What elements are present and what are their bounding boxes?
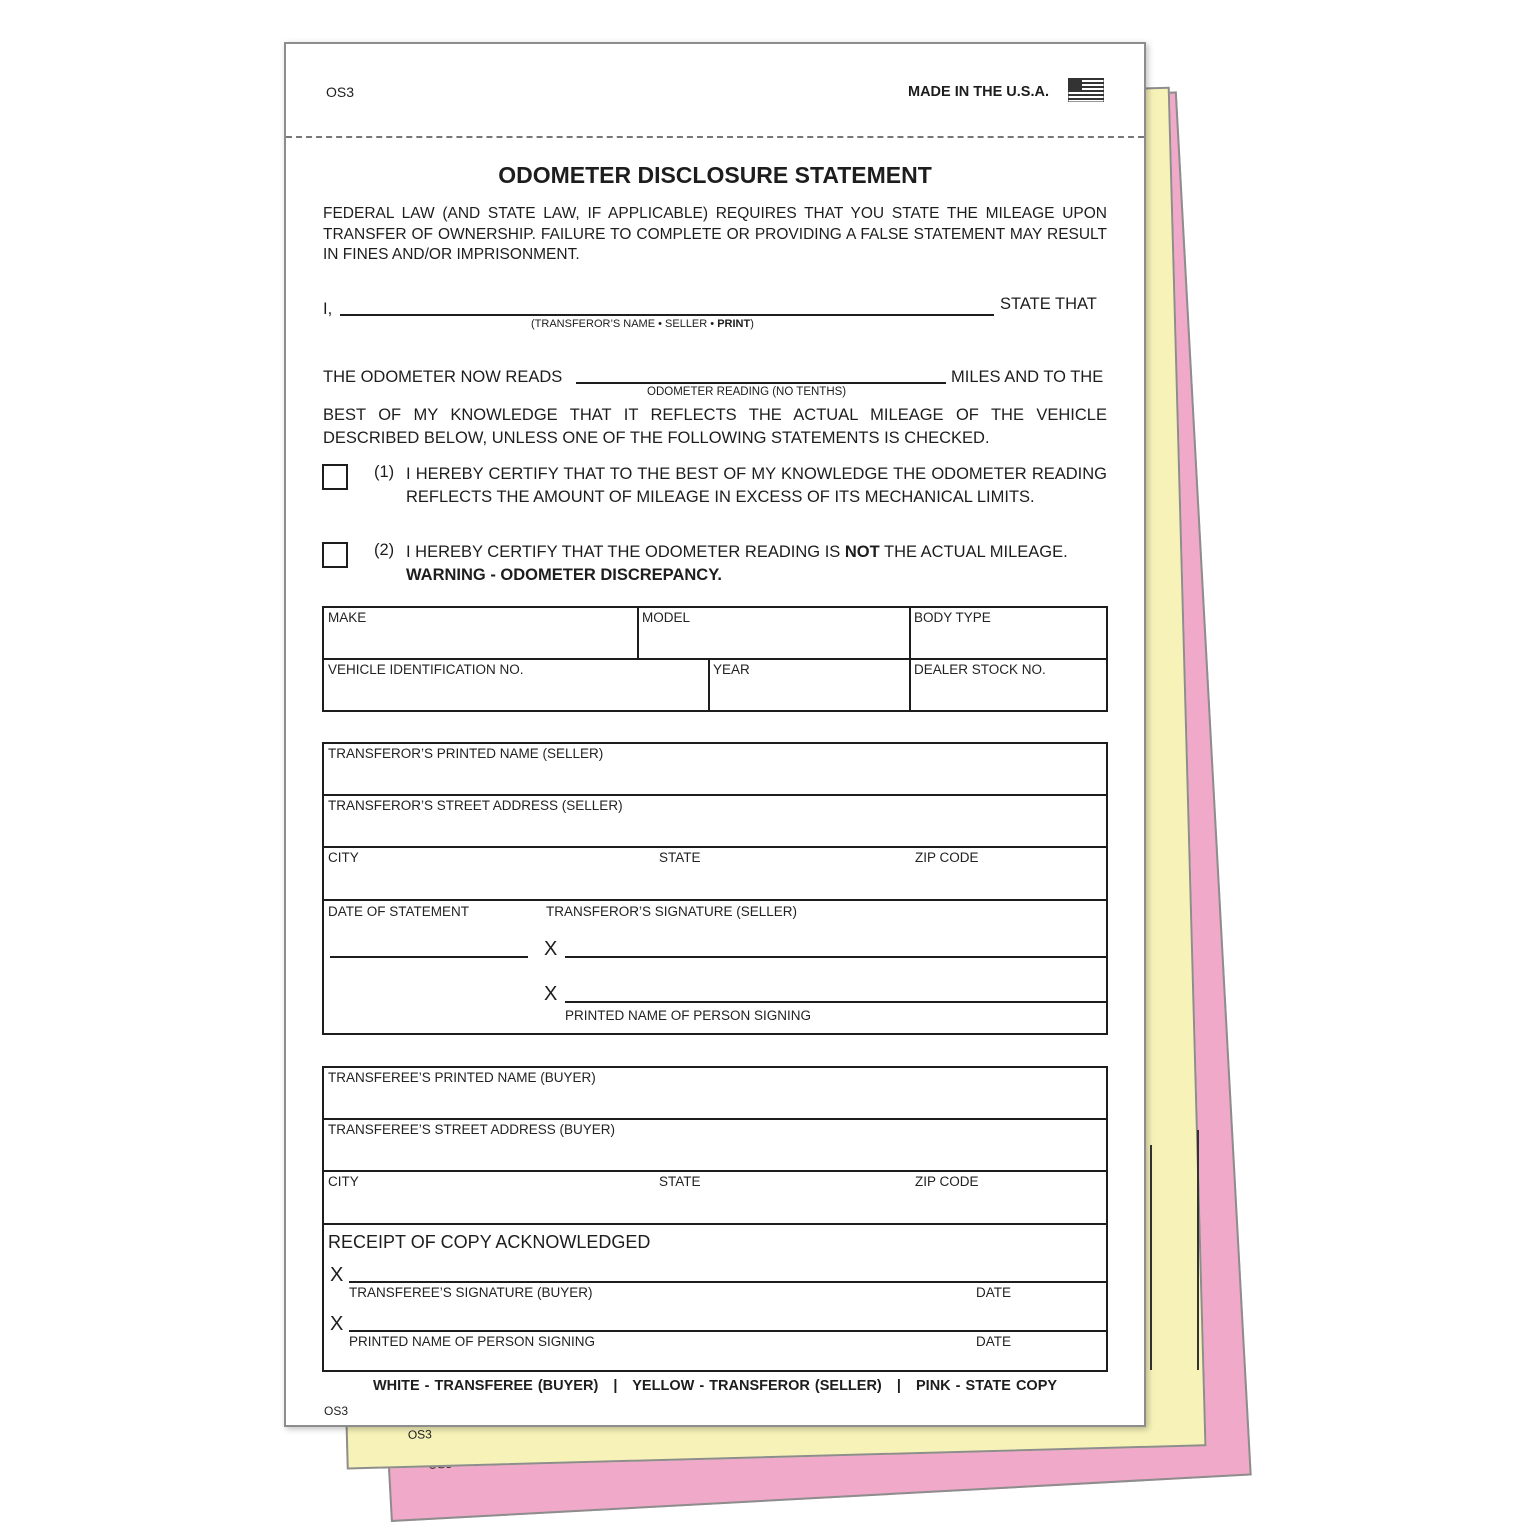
date-of-statement-line[interactable] [330,956,528,958]
buyer-printed-name-label: PRINTED NAME OF PERSON SIGNING [349,1334,596,1349]
perforation-line [286,136,1144,138]
buyer-name-label: TRANSFEREE’S PRINTED NAME (BUYER) [328,1070,596,1085]
row-divider [322,658,1108,660]
buyer-signature-line[interactable] [349,1281,1108,1283]
vin-label: VEHICLE IDENTIFICATION NO. [328,662,524,677]
knowledge-paragraph: BEST OF MY KNOWLEDGE THAT IT REFLECTS THE ACTUAL MILEAGE OF THE VEHICLE DESCRIBED BELOW, UNLESS ONE OF THE FOLLOWING STATEMENTS IS CHECKED. [323,406,1107,447]
buyer-table [322,1066,1108,1372]
check-2-number: (2) [374,541,395,559]
seller-city-label: CITY [328,850,359,865]
check-2-text: I HEREBY CERTIFY THAT THE ODOMETER READING IS NOT THE ACTUAL MILEAGE. WARNING - ODOMETER DISCREPANCY. [406,543,1068,584]
state-that: STATE THAT [1000,295,1097,313]
footer-form-code: OS3 [324,1404,349,1418]
receipt-acknowledged: RECEIPT OF COPY ACKNOWLEDGED [328,1232,651,1252]
seller-signature-label: TRANSFEROR’S SIGNATURE (SELLER) [546,904,798,919]
row-divider [322,1170,1108,1172]
intro-paragraph: FEDERAL LAW (AND STATE LAW, IF APPLICABLE) REQUIRES THAT YOU STATE THE MILEAGE UPON TRANSFER OF OWNERSHIP. FAILURE TO COMPLETE OR PROVIDING A FALSE STATEMENT MAY RESULT IN FINES AND/OR IMPRISONMENT. [323,205,1107,263]
check-1-text: I HEREBY CERTIFY THAT TO THE BEST OF MY KNOWLEDGE THE ODOMETER READING REFLECTS THE AMOUNT OF MILEAGE IN EXCESS OF ITS MECHANICAL LIMITS. [406,465,1107,506]
seller-signature-line[interactable] [565,956,1108,958]
seller-printed-name-line[interactable] [565,1001,1108,1003]
checkbox-mechanical-limits[interactable] [322,464,348,490]
model-label: MODEL [642,610,691,625]
odometer-prefix: THE ODOMETER NOW READS [323,368,563,386]
buyer-signature-date-label: DATE [976,1285,1012,1300]
seller-state-label: STATE [659,850,701,865]
ghost-edge [1197,1130,1199,1370]
distribution-yellow: YELLOW - TRANSFEROR (SELLER) [632,1378,882,1394]
checkbox-not-actual-mileage[interactable] [322,542,348,568]
white-original-sheet [284,42,1146,1427]
make-label: MAKE [328,610,367,625]
buyer-signature-x: X [330,1264,344,1286]
dealer-stock-label: DEALER STOCK NO. [914,662,1046,677]
seller-zip-label: ZIP CODE [915,850,979,865]
buyer-printed-name-line[interactable] [349,1330,1108,1332]
buyer-address-label: TRANSFEREE’S STREET ADDRESS (BUYER) [328,1122,616,1137]
copy-distribution: WHITE - TRANSFEREE (BUYER) | YELLOW - TRANSFEROR (SELLER) | PINK - STATE COPY [372,1378,1058,1394]
yellow-form-code: OS3 [407,1427,433,1442]
check-1-number: (1) [374,463,395,481]
col-divider [708,658,710,712]
distribution-white: WHITE - TRANSFEREE (BUYER) [372,1378,599,1394]
us-flag-icon [1068,78,1104,102]
buyer-signature-label: TRANSFEREE’S SIGNATURE (BUYER) [349,1285,593,1300]
row-divider [322,1223,1108,1225]
buyer-city-label: CITY [328,1174,359,1189]
transferor-name-line[interactable] [340,314,994,316]
odometer-reading-line[interactable] [576,382,946,384]
odometer-warning: WARNING - ODOMETER DISCREPANCY. [406,565,722,584]
form-code: OS3 [326,84,355,100]
date-of-statement-label: DATE OF STATEMENT [328,904,469,919]
distribution-pink: PINK - STATE COPY [916,1378,1058,1394]
seller-address-label: TRANSFEROR’S STREET ADDRESS (SELLER) [328,798,623,813]
body-type-label: BODY TYPE [914,610,991,625]
row-divider [322,899,1108,901]
seller-table [322,742,1108,1035]
row-divider [322,794,1108,796]
buyer-printed-date-label: DATE [976,1334,1012,1349]
buyer-printed-name-x: X [330,1313,344,1335]
transferor-name-caption: (TRANSFEROR’S NAME • SELLER • PRINT) [531,318,754,330]
row-divider [322,1118,1108,1120]
odometer-suffix: MILES AND TO THE [951,368,1104,386]
buyer-zip-label: ZIP CODE [915,1174,979,1189]
page-title: ODOMETER DISCLOSURE STATEMENT [498,162,932,188]
seller-printed-name-label: PRINTED NAME OF PERSON SIGNING [565,1008,812,1023]
year-label: YEAR [713,662,750,677]
ghost-edge [1150,1145,1152,1370]
seller-printed-name-x: X [544,983,558,1005]
made-in-usa: MADE IN THE U.S.A. [908,84,1049,100]
buyer-state-label: STATE [659,1174,701,1189]
odometer-caption: ODOMETER READING (NO TENTHS) [647,386,847,398]
seller-signature-x: X [544,938,558,960]
col-divider [909,606,911,712]
row-divider [322,846,1108,848]
col-divider [637,606,639,659]
i-prefix: I, [323,300,333,318]
seller-name-label: TRANSFEROR’S PRINTED NAME (SELLER) [328,746,604,761]
